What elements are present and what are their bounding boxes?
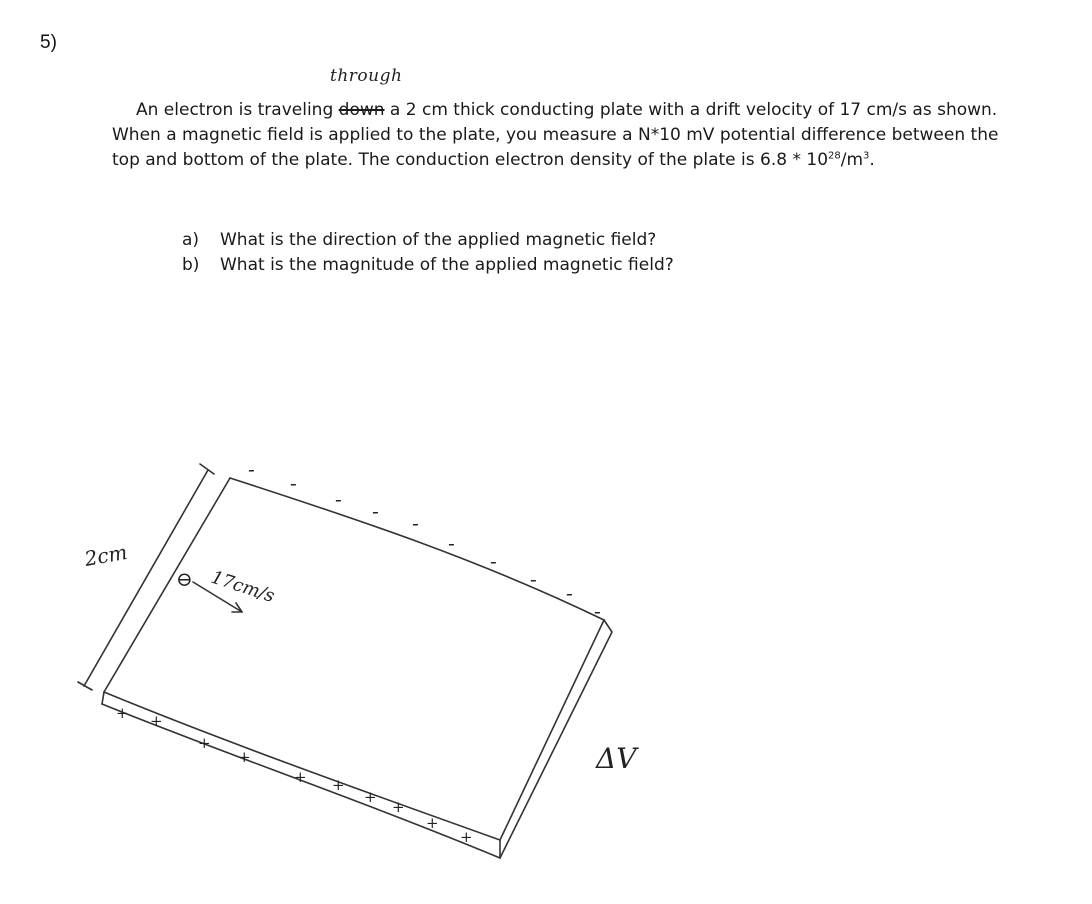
- positive-charge: +: [294, 768, 307, 786]
- positive-charge: +: [116, 704, 129, 722]
- struck-word: down: [338, 100, 385, 120]
- positive-charge: +: [364, 788, 377, 806]
- negative-charge: -: [248, 457, 255, 481]
- negative-charge: -: [290, 471, 297, 495]
- plate-front-edge: [104, 692, 500, 840]
- problem-number: 5): [40, 32, 57, 53]
- line3-after: /m: [840, 150, 864, 170]
- negative-charge: -: [566, 581, 573, 605]
- line1-before: An electron is traveling: [136, 100, 339, 120]
- problem-line-2: When a magnetic field is applied to the plate, you measure a N*10 mV potential difference between the: [112, 125, 999, 145]
- thickness-label: 2cm: [82, 539, 130, 571]
- question-marker: b): [182, 255, 200, 275]
- plate-side-right: [500, 620, 612, 858]
- positive-charge: +: [238, 748, 251, 766]
- negative-charge: -: [448, 531, 455, 555]
- positive-charge: +: [426, 814, 439, 832]
- plate-side-left: [102, 692, 104, 704]
- positive-charge: +: [460, 828, 473, 846]
- positive-charge: +: [332, 776, 345, 794]
- potential-difference-label: ΔV: [596, 742, 637, 775]
- negative-charge: -: [335, 487, 342, 511]
- unit-exponent: 3: [863, 150, 870, 162]
- positive-charge: +: [392, 798, 405, 816]
- velocity-label: 17cm/s: [208, 566, 278, 607]
- question-marker: a): [182, 230, 200, 250]
- negative-charge: -: [530, 567, 537, 591]
- negative-charge: -: [490, 549, 497, 573]
- handwritten-correction: through: [330, 66, 403, 86]
- plate-right-edge: [500, 620, 604, 840]
- density-exponent: 28: [828, 150, 841, 162]
- positive-charge: +: [150, 712, 163, 730]
- electron-symbol: ⊖: [176, 567, 193, 591]
- positive-charge: +: [198, 734, 211, 752]
- question-text: What is the magnitude of the applied magnetic field?: [220, 255, 674, 275]
- line3-end: .: [869, 150, 875, 170]
- line1-after: a 2 cm thick conducting plate with a drift velocity of 17 cm/s as shown.: [384, 100, 998, 120]
- question-text: What is the direction of the applied magnetic field?: [220, 230, 657, 250]
- negative-charge: -: [594, 599, 601, 623]
- plate-top-edge: [230, 478, 604, 620]
- negative-charge: -: [372, 499, 379, 523]
- negative-charge: -: [412, 511, 419, 535]
- line3-before: top and bottom of the plate. The conduction electron density of the plate is 6.8 * 10: [112, 150, 829, 170]
